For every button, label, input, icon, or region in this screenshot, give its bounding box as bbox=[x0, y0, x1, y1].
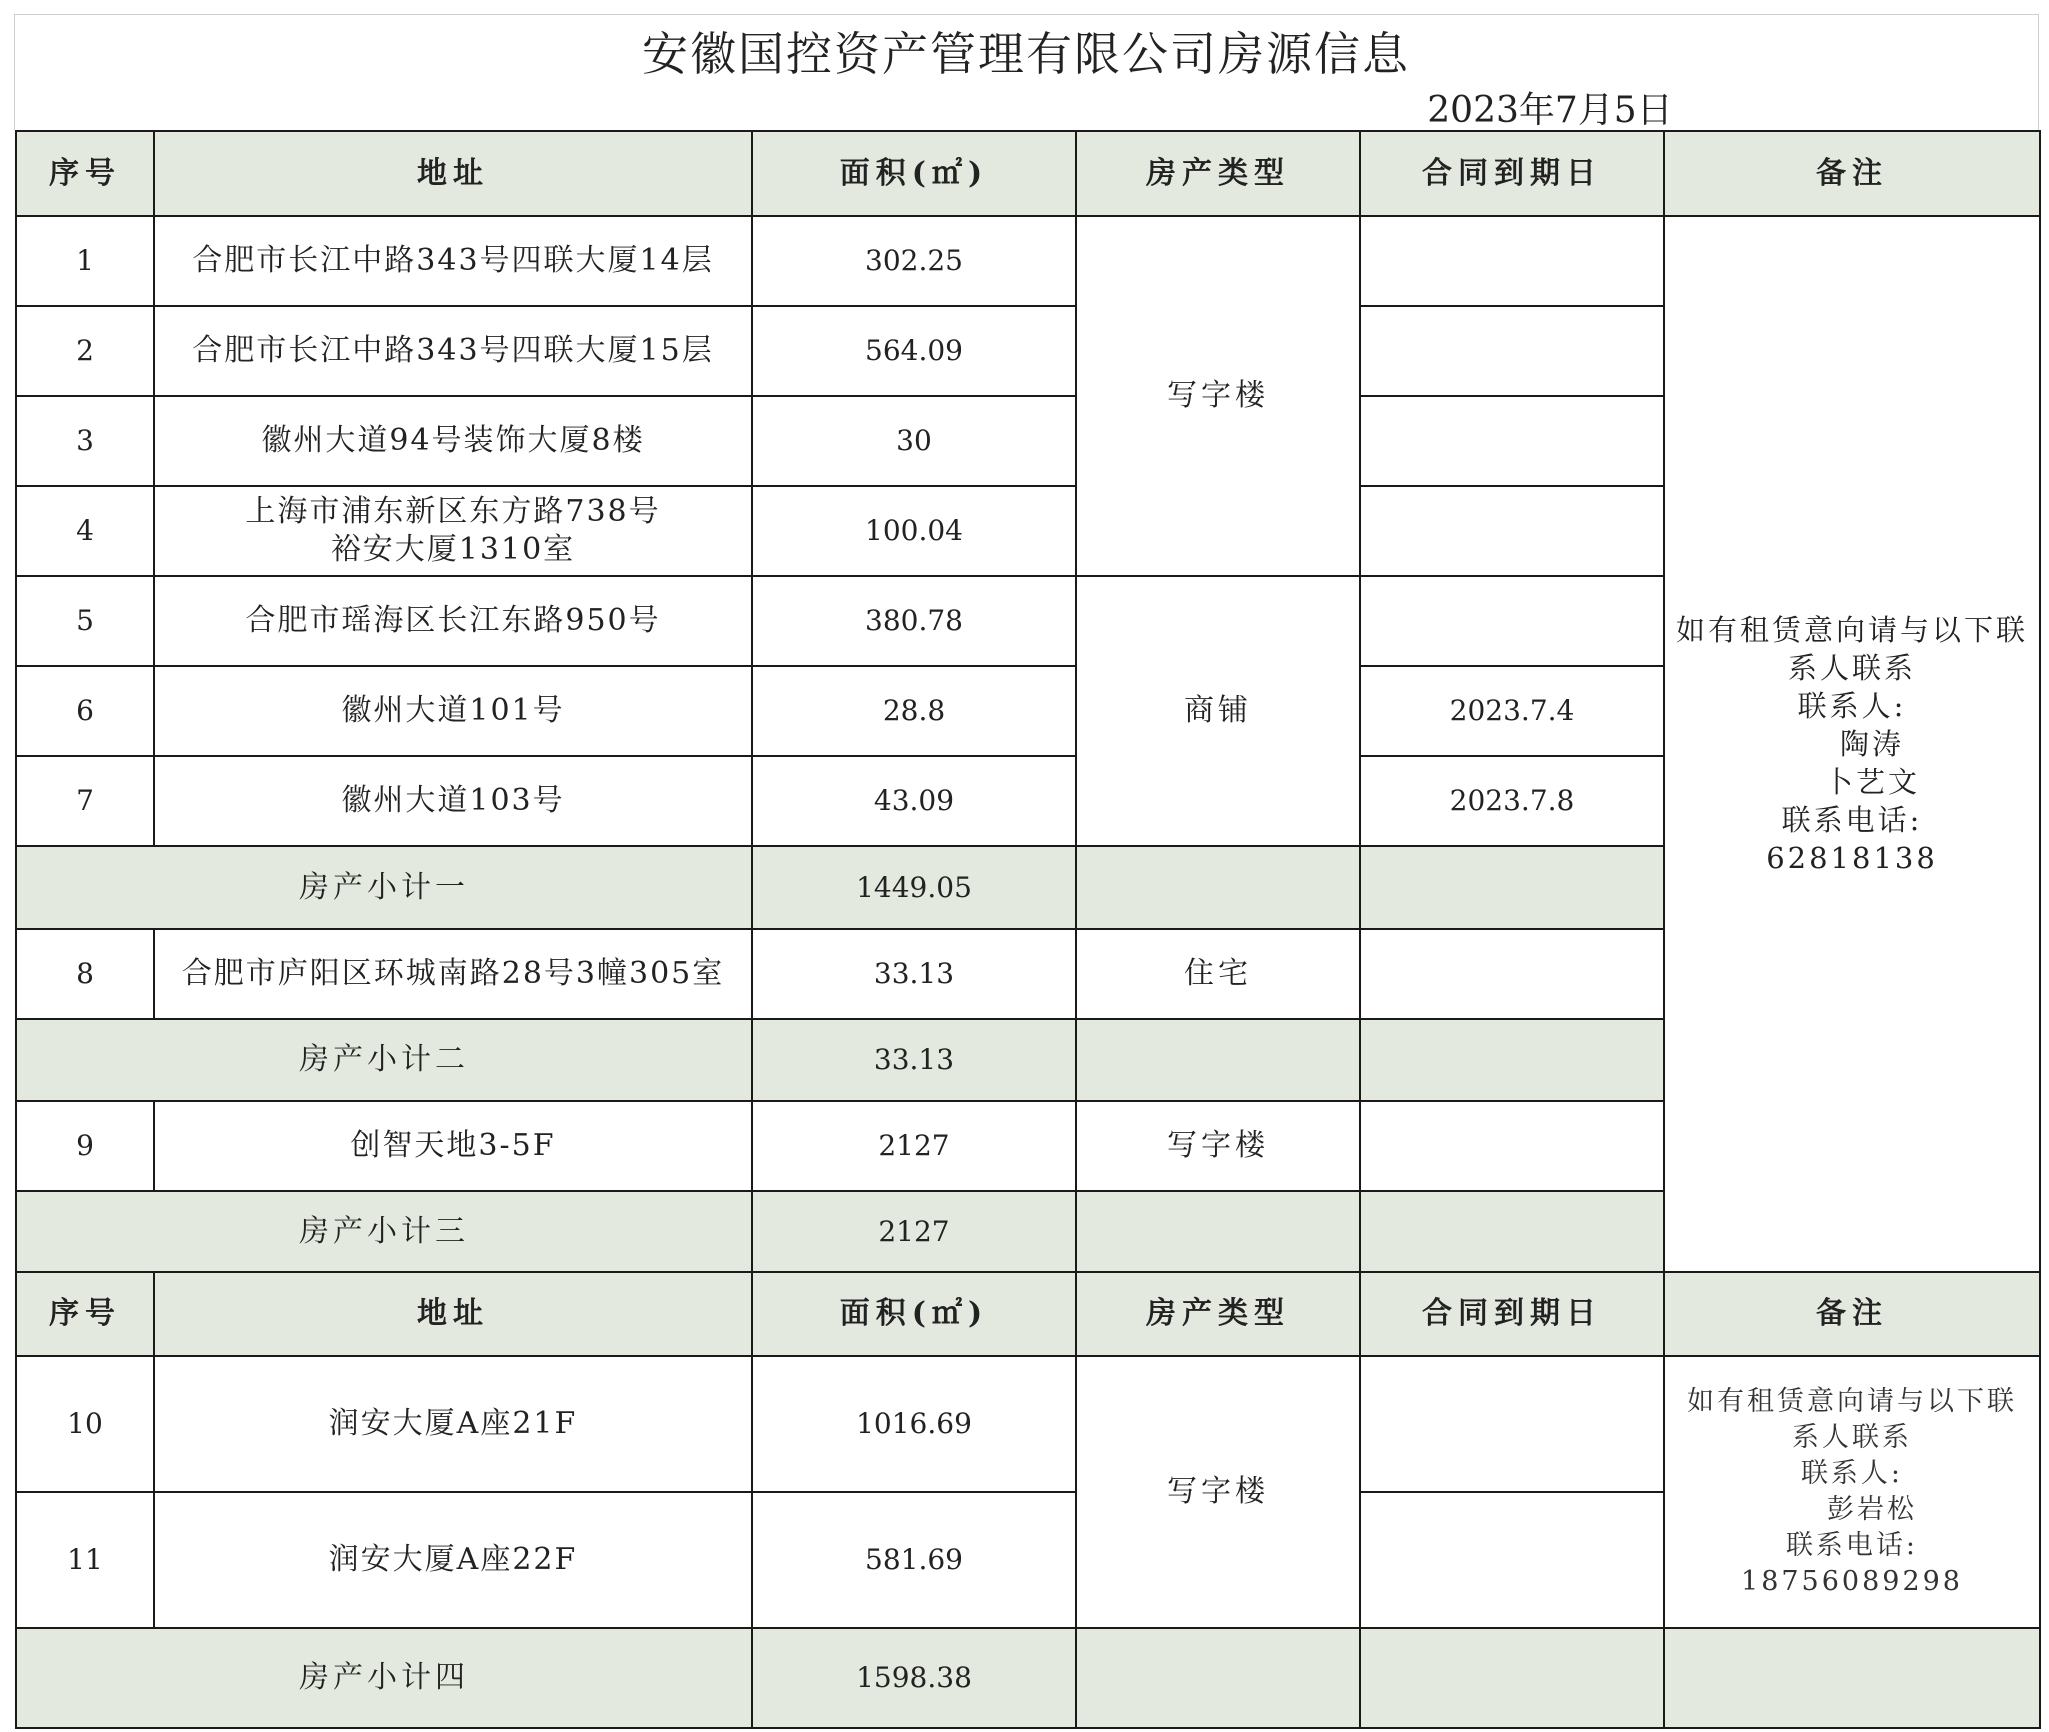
header-address[interactable]: 地址 bbox=[154, 131, 752, 216]
cell-expiry[interactable] bbox=[1360, 486, 1664, 576]
subtotal-expiry[interactable] bbox=[1360, 846, 1664, 929]
subtotal-area[interactable]: 2127 bbox=[752, 1191, 1076, 1272]
subtotal-label[interactable]: 房产小计四 bbox=[16, 1628, 752, 1728]
header-no[interactable]: 序号 bbox=[16, 1272, 154, 1356]
cell-address[interactable]: 徽州大道103号 bbox=[154, 756, 752, 846]
remark-phone-label: 联系电话: bbox=[1785, 1530, 1919, 1561]
header-row bbox=[16, 131, 2040, 216]
cell-area[interactable]: 28.8 bbox=[752, 666, 1076, 756]
header-expiry[interactable]: 合同到期日 bbox=[1360, 131, 1664, 216]
page-title: 安徽国控资产管理有限公司房源信息 bbox=[642, 27, 1410, 81]
header-area[interactable]: 面积(㎡) bbox=[752, 1272, 1076, 1356]
subtotal-type[interactable] bbox=[1076, 846, 1360, 929]
table-row bbox=[16, 1356, 2040, 1492]
subtotal-remark[interactable] bbox=[1664, 1628, 2040, 1728]
cell-address[interactable]: 合肥市长江中路343号四联大厦15层 bbox=[154, 306, 752, 396]
remark-contact-name: 彭岩松 bbox=[1827, 1494, 1917, 1525]
remark-contact-name: 卜艺文 bbox=[1823, 765, 1920, 799]
cell-address[interactable]: 合肥市瑶海区长江东路950号 bbox=[154, 576, 752, 666]
subtotal-type[interactable] bbox=[1076, 1191, 1360, 1272]
cell-type-office[interactable]: 写字楼 bbox=[1076, 1356, 1360, 1628]
cell-area[interactable]: 380.78 bbox=[752, 576, 1076, 666]
cell-area[interactable]: 564.09 bbox=[752, 306, 1076, 396]
property-table bbox=[15, 130, 2041, 1729]
cell-expiry[interactable] bbox=[1360, 306, 1664, 396]
cell-remark-contact[interactable] bbox=[1664, 1356, 2040, 1628]
cell-expiry[interactable] bbox=[1360, 396, 1664, 486]
cell-no[interactable]: 9 bbox=[16, 1101, 154, 1191]
cell-expiry[interactable] bbox=[1360, 1492, 1664, 1628]
report-date: 2023年7月5日 bbox=[1427, 90, 1673, 131]
cell-expiry[interactable] bbox=[1360, 929, 1664, 1019]
header-type[interactable]: 房产类型 bbox=[1076, 131, 1360, 216]
cell-no[interactable]: 11 bbox=[16, 1492, 154, 1628]
cell-address[interactable]: 润安大厦A座21F bbox=[154, 1356, 752, 1492]
cell-address[interactable]: 合肥市长江中路343号四联大厦14层 bbox=[154, 216, 752, 306]
header-remark[interactable]: 备注 bbox=[1664, 1272, 2040, 1356]
cell-expiry[interactable] bbox=[1360, 216, 1664, 306]
subtotal-expiry[interactable] bbox=[1360, 1628, 1664, 1728]
cell-address[interactable]: 合肥市庐阳区环城南路28号3幢305室 bbox=[154, 929, 752, 1019]
subtotal-label[interactable]: 房产小计三 bbox=[16, 1191, 752, 1272]
cell-area[interactable]: 33.13 bbox=[752, 929, 1076, 1019]
header-type[interactable]: 房产类型 bbox=[1076, 1272, 1360, 1356]
remark-note bbox=[1665, 1384, 2039, 1600]
cell-address[interactable]: 润安大厦A座22F bbox=[154, 1492, 752, 1628]
remark-line: 系人联系 bbox=[1787, 651, 1916, 685]
header-address[interactable]: 地址 bbox=[154, 1272, 752, 1356]
subtotal-area[interactable]: 33.13 bbox=[752, 1019, 1076, 1101]
subtotal-type[interactable] bbox=[1076, 1628, 1360, 1728]
cell-address[interactable]: 徽州大道101号 bbox=[154, 666, 752, 756]
cell-expiry[interactable]: 2023.7.8 bbox=[1360, 756, 1664, 846]
remark-contact-label: 联系人: bbox=[1800, 1458, 1904, 1489]
cell-no[interactable]: 8 bbox=[16, 929, 154, 1019]
cell-type-office[interactable]: 写字楼 bbox=[1076, 216, 1360, 576]
remark-phone: 62818138 bbox=[1766, 841, 1938, 875]
cell-no[interactable]: 3 bbox=[16, 396, 154, 486]
cell-address[interactable] bbox=[154, 486, 752, 576]
header-expiry[interactable]: 合同到期日 bbox=[1360, 1272, 1664, 1356]
cell-address[interactable]: 徽州大道94号装饰大厦8楼 bbox=[154, 396, 752, 486]
cell-remark-contact[interactable] bbox=[1664, 216, 2040, 1272]
subtotal-label[interactable]: 房产小计一 bbox=[16, 846, 752, 929]
sheet-border-right bbox=[2038, 14, 2039, 130]
subtotal-type[interactable] bbox=[1076, 1019, 1360, 1101]
subtotal-area[interactable]: 1449.05 bbox=[752, 846, 1076, 929]
header-row bbox=[16, 1272, 2040, 1356]
cell-no[interactable]: 1 bbox=[16, 216, 154, 306]
cell-area[interactable]: 2127 bbox=[752, 1101, 1076, 1191]
sheet-border-top bbox=[14, 14, 2038, 15]
remark-phone: 18756089298 bbox=[1741, 1566, 1963, 1597]
cell-area[interactable]: 302.25 bbox=[752, 216, 1076, 306]
remark-line: 如有租赁意向请与以下联 bbox=[1687, 1386, 2017, 1417]
cell-no[interactable]: 6 bbox=[16, 666, 154, 756]
cell-expiry[interactable] bbox=[1360, 1101, 1664, 1191]
remark-note bbox=[1665, 611, 2039, 877]
cell-no[interactable]: 4 bbox=[16, 486, 154, 576]
cell-type-office[interactable]: 写字楼 bbox=[1076, 1101, 1360, 1191]
cell-no[interactable]: 7 bbox=[16, 756, 154, 846]
address-line: 上海市浦东新区东方路738号 bbox=[245, 494, 661, 529]
cell-address[interactable]: 创智天地3-5F bbox=[154, 1101, 752, 1191]
cell-expiry[interactable] bbox=[1360, 576, 1664, 666]
cell-type-shop[interactable]: 商铺 bbox=[1076, 576, 1360, 846]
cell-area[interactable]: 581.69 bbox=[752, 1492, 1076, 1628]
subtotal-area[interactable]: 1598.38 bbox=[752, 1628, 1076, 1728]
subtotal-expiry[interactable] bbox=[1360, 1019, 1664, 1101]
cell-area[interactable]: 100.04 bbox=[752, 486, 1076, 576]
remark-contact-label: 联系人: bbox=[1797, 689, 1907, 723]
cell-area[interactable]: 43.09 bbox=[752, 756, 1076, 846]
cell-expiry[interactable]: 2023.7.4 bbox=[1360, 666, 1664, 756]
remark-line: 如有租赁意向请与以下联 bbox=[1675, 613, 2028, 647]
header-area[interactable]: 面积(㎡) bbox=[752, 131, 1076, 216]
cell-area[interactable]: 1016.69 bbox=[752, 1356, 1076, 1492]
remark-contact-name: 陶涛 bbox=[1839, 727, 1904, 761]
header-remark[interactable]: 备注 bbox=[1664, 131, 2040, 216]
address-line: 裕安大厦1310室 bbox=[330, 532, 576, 567]
remark-line: 系人联系 bbox=[1792, 1422, 1912, 1453]
subtotal-label[interactable]: 房产小计二 bbox=[16, 1019, 752, 1101]
subtotal-row bbox=[16, 1628, 2040, 1728]
subtotal-expiry[interactable] bbox=[1360, 1191, 1664, 1272]
header-no[interactable]: 序号 bbox=[16, 131, 154, 216]
cell-no[interactable]: 2 bbox=[16, 306, 154, 396]
remark-phone-label: 联系电话: bbox=[1781, 803, 1923, 837]
cell-expiry[interactable] bbox=[1360, 1356, 1664, 1492]
cell-no[interactable]: 5 bbox=[16, 576, 154, 666]
cell-no[interactable]: 10 bbox=[16, 1356, 154, 1492]
table-row bbox=[16, 216, 2040, 306]
cell-area[interactable]: 30 bbox=[752, 396, 1076, 486]
cell-type-residential[interactable]: 住宅 bbox=[1076, 929, 1360, 1019]
